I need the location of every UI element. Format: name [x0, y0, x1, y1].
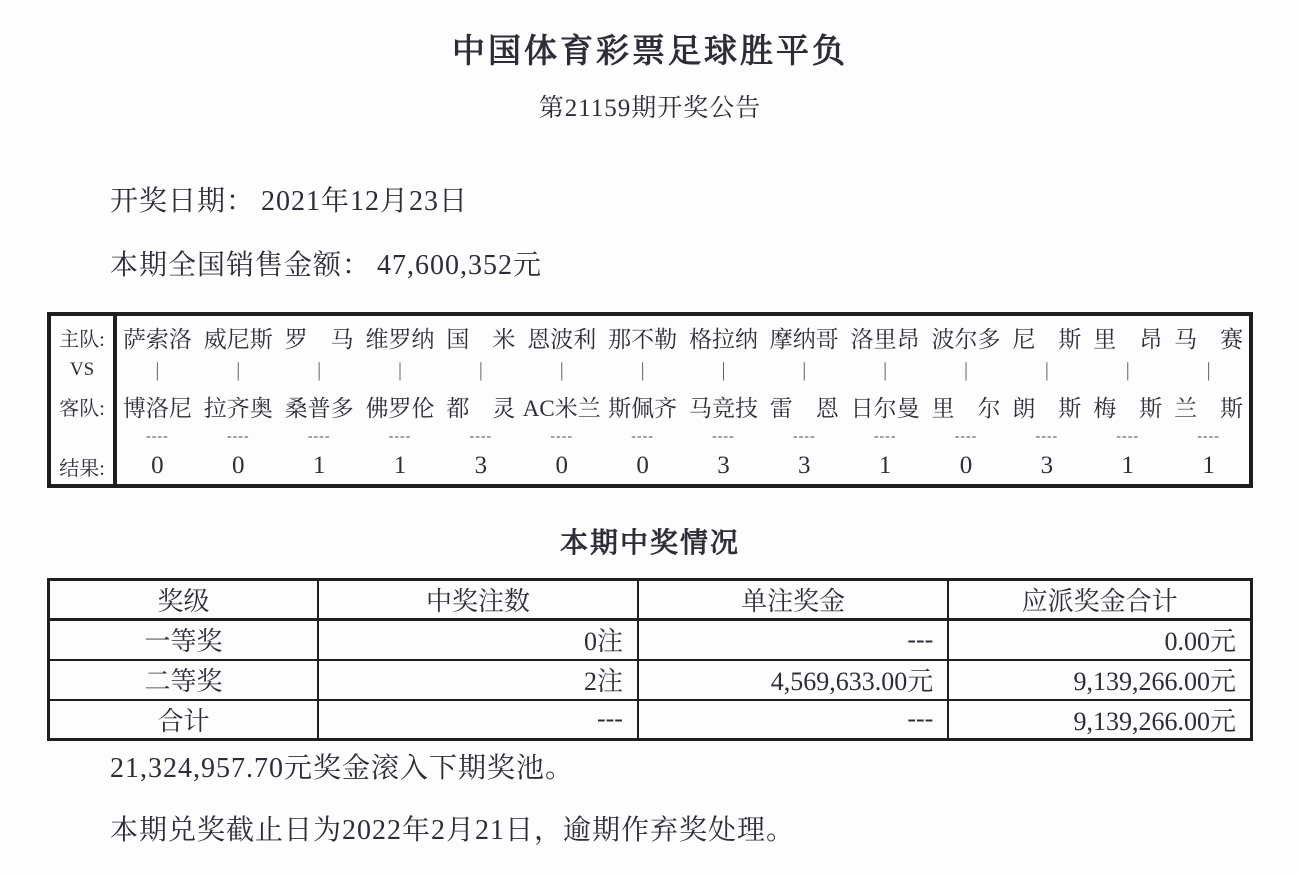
- home-team: 摩纳哥: [769, 326, 839, 352]
- dash-separator: ----: [388, 429, 412, 444]
- rollover-line: 21,324,957.70元奖金滚入下期奖池。: [110, 753, 575, 784]
- prize-header-row: [49, 580, 1252, 620]
- match-column: [926, 316, 1007, 484]
- home-team: 威尼斯: [203, 326, 273, 352]
- home-team: 罗 马: [284, 326, 354, 352]
- column-header-count: 中奖注数: [318, 580, 638, 620]
- home-team: 里 昂: [1093, 326, 1163, 352]
- match-column: [1006, 316, 1087, 484]
- home-team: 马 赛: [1174, 326, 1244, 352]
- vs-separator: |: [1044, 358, 1049, 381]
- dash-separator: ----: [307, 429, 331, 444]
- vs-separator: |: [883, 358, 888, 381]
- vs-separator: |: [155, 358, 160, 381]
- away-team: 里 尔: [931, 395, 1001, 421]
- match-result: 1: [1202, 452, 1215, 479]
- vs-row-label: VS: [69, 359, 95, 380]
- prize-single: 4,569,633.00元: [638, 660, 948, 700]
- match-columns: [117, 316, 1249, 484]
- match-result: 3: [474, 452, 488, 479]
- sales-label: 本期全国销售金额：: [110, 250, 372, 281]
- match-column: [521, 316, 602, 484]
- prize-section-heading: 本期中奖情况: [559, 528, 740, 559]
- away-team: 博洛尼: [122, 395, 192, 421]
- match-column: [117, 316, 198, 484]
- vs-separator: |: [721, 358, 726, 381]
- away-team: 斯佩齐: [608, 395, 678, 421]
- home-team: 尼 斯: [1012, 326, 1082, 352]
- home-team: 维罗纳: [365, 326, 435, 352]
- prize-level: 一等奖: [49, 620, 318, 660]
- dash-separator: ----: [631, 429, 654, 444]
- match-result: 0: [232, 452, 245, 479]
- home-row-label: 主队:: [59, 328, 105, 351]
- prize-count: 2注: [318, 660, 638, 700]
- sales-value: 47,600,352元: [377, 250, 543, 281]
- dash-separator: ----: [146, 429, 169, 444]
- draw-date-line: [110, 182, 1300, 222]
- away-row-label: 客队:: [59, 397, 105, 420]
- away-team: 雷 恩: [769, 395, 839, 421]
- home-team: 波尔多: [931, 326, 1001, 352]
- prize-total: 9,139,266.00元: [948, 660, 1251, 700]
- match-column: [602, 316, 683, 484]
- match-result: 1: [393, 452, 407, 479]
- page-title: 中国体育彩票足球胜平负: [452, 34, 848, 70]
- prize-level: 二等奖: [49, 660, 318, 700]
- page-subtitle: 第21159期开奖公告: [538, 95, 762, 122]
- draw-date-label: 开奖日期：: [110, 186, 256, 217]
- match-column: [1168, 316, 1249, 484]
- home-team: 那不勒: [608, 326, 678, 352]
- dash-separator: ----: [1116, 429, 1140, 444]
- match-table-labels: [51, 316, 117, 484]
- vs-separator: |: [1125, 358, 1130, 381]
- dash-separator: ----: [469, 429, 493, 444]
- match-table: [47, 312, 1253, 488]
- away-team: 马竞技: [688, 395, 758, 421]
- home-team: 洛里昂: [850, 326, 920, 352]
- prize-total: 9,139,266.00元: [948, 700, 1251, 740]
- away-team: 朗 斯: [1012, 395, 1082, 421]
- match-result: 1: [878, 452, 892, 479]
- match-result: 1: [1121, 452, 1134, 479]
- prize-row: [49, 620, 1252, 660]
- away-team: 梅 斯: [1093, 395, 1163, 421]
- match-result: 0: [636, 452, 649, 479]
- home-team: 萨索洛: [122, 326, 192, 352]
- home-team: 格拉纳: [688, 326, 758, 352]
- draw-date-value: 2021年12月23日: [261, 186, 469, 217]
- dash-separator: ----: [1035, 429, 1059, 444]
- home-team: 恩波利: [527, 326, 597, 352]
- vs-separator: |: [398, 358, 403, 381]
- column-header-single: 单注奖金: [638, 580, 948, 620]
- dash-separator: ----: [873, 429, 897, 444]
- label-spacer: [51, 426, 113, 448]
- column-header-total: 应派奖金合计: [948, 580, 1251, 620]
- prize-row: [49, 700, 1252, 740]
- vs-separator: |: [559, 358, 564, 381]
- dash-separator: ----: [792, 429, 816, 444]
- match-column: [845, 316, 926, 484]
- column-header-level: 奖级: [49, 580, 318, 620]
- away-team: 兰 斯: [1174, 395, 1244, 421]
- sales-line: [110, 246, 1300, 286]
- vs-separator: |: [236, 358, 241, 381]
- away-team: 都 灵: [446, 395, 516, 421]
- away-team: AC米兰: [522, 395, 601, 421]
- prize-total: 0.00元: [948, 620, 1251, 660]
- match-result: 3: [717, 452, 730, 479]
- match-result: 0: [959, 452, 973, 479]
- match-result: 0: [151, 452, 164, 479]
- vs-separator: |: [964, 358, 969, 381]
- match-column: [198, 316, 279, 484]
- match-column: [683, 316, 764, 484]
- vs-separator: |: [317, 358, 322, 381]
- match-column: [764, 316, 845, 484]
- dash-separator: ----: [550, 429, 574, 444]
- match-result: 0: [555, 452, 568, 479]
- prize-table: [47, 578, 1253, 741]
- dash-separator: ----: [1197, 429, 1220, 444]
- dash-separator: ----: [226, 429, 250, 444]
- vs-separator: |: [802, 358, 807, 381]
- prize-level: 合计: [49, 700, 318, 740]
- prize-single: ---: [638, 700, 948, 740]
- match-result: 1: [312, 452, 326, 479]
- prize-table-body: [49, 620, 1252, 740]
- vs-separator: |: [478, 358, 483, 381]
- prize-count: ---: [318, 700, 638, 740]
- vs-separator: |: [640, 358, 645, 381]
- match-column: [360, 316, 441, 484]
- deadline-line: 本期兑奖截止日为2022年2月21日，逾期作弃奖处理。: [110, 815, 796, 846]
- away-team: 日尔曼: [850, 395, 920, 421]
- match-column: [279, 316, 360, 484]
- match-column: [440, 316, 521, 484]
- vs-separator: |: [1206, 358, 1211, 381]
- away-team: 佛罗伦: [365, 395, 435, 421]
- match-result: 3: [1040, 452, 1054, 479]
- away-team: 桑普多: [284, 395, 354, 421]
- dash-separator: ----: [954, 429, 978, 444]
- home-team: 国 米: [446, 326, 516, 352]
- prize-single: ---: [638, 620, 948, 660]
- prize-row: [49, 660, 1252, 700]
- dash-separator: ----: [712, 429, 735, 444]
- away-team: 拉齐奥: [203, 395, 273, 421]
- match-column: [1087, 316, 1168, 484]
- prize-count: 0注: [318, 620, 638, 660]
- result-row-label: 结果:: [59, 457, 105, 480]
- match-result: 3: [798, 452, 811, 479]
